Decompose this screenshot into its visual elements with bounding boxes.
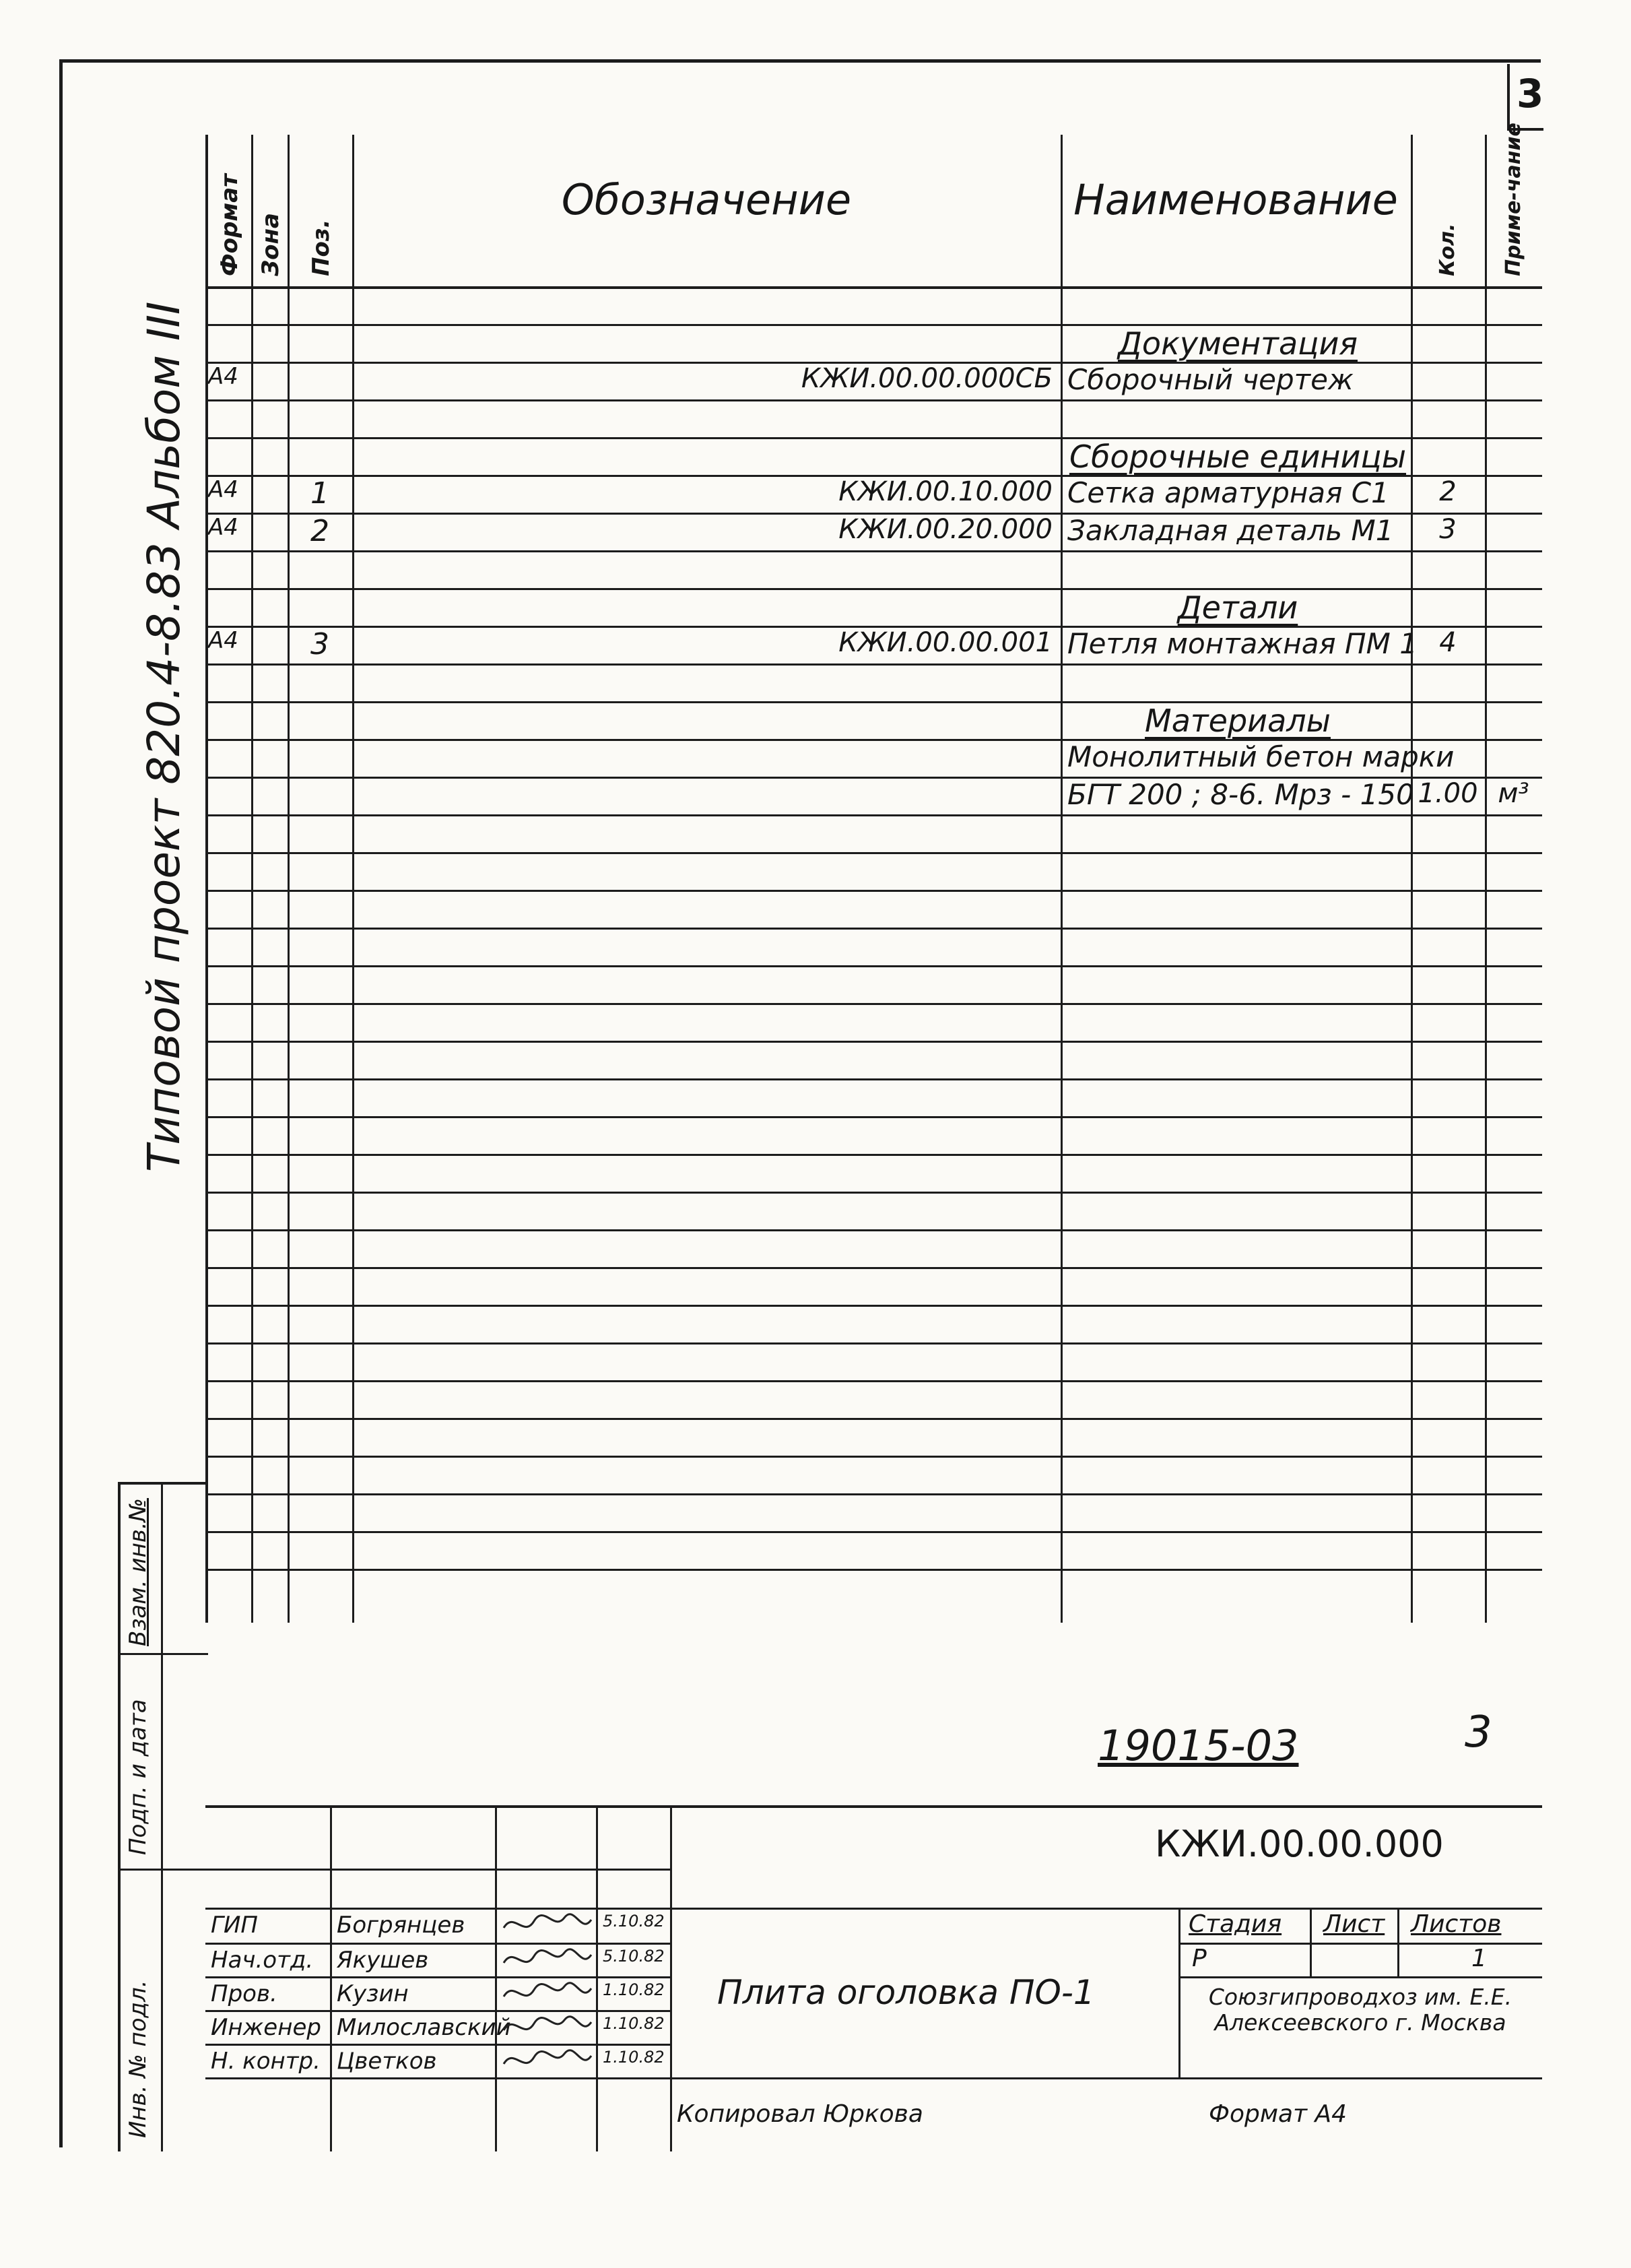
signature-date: 5.10.82 <box>603 1947 665 1966</box>
signature-name: Милославский <box>337 2014 511 2041</box>
table-row <box>205 777 1542 814</box>
table-row <box>205 437 1542 475</box>
margin-podp: Подп. и дата <box>125 1699 152 1855</box>
signature-scribble-icon <box>500 2044 595 2076</box>
document-title: Плита оголовка ПО-1 <box>717 1973 1095 2012</box>
signature-scribble-icon <box>500 2010 595 2042</box>
signature-date: 1.10.82 <box>603 1980 665 1999</box>
cell-qty: 1.00 <box>1418 778 1478 809</box>
cell-format: А4 <box>208 627 238 654</box>
cell-pos: 3 <box>310 627 329 661</box>
table-row <box>205 626 1542 663</box>
sheets-label: Листов <box>1411 1910 1502 1938</box>
table-row <box>205 324 1542 362</box>
margin-vzam: Взам. инв.№ <box>125 1497 152 1646</box>
table-row <box>205 362 1542 399</box>
project-side-note: Типовой проект 820.4-8.83 Альбом III <box>138 301 190 1172</box>
column-header-name: Наименование <box>1073 175 1398 224</box>
cell-name: Материалы <box>1145 703 1331 739</box>
table-row <box>205 588 1542 626</box>
cell-qty: 3 <box>1439 514 1457 545</box>
column-header-note: Приме-чание <box>1501 123 1525 276</box>
column-header-format: Формат <box>216 174 243 276</box>
sheets-value: 1 <box>1471 1945 1487 1972</box>
signature-scribble-icon <box>500 1908 595 1940</box>
signature-date: 1.10.82 <box>603 2014 665 2033</box>
signature-role: Н. контр. <box>211 2048 321 2075</box>
cell-designation: КЖИ.00.10.000 <box>838 476 1053 507</box>
organization: Союзгипроводхоз им. Е.Е. Алексеевского г. Москва <box>1208 1984 1512 2036</box>
signature-row <box>205 1976 670 2010</box>
table-row <box>205 513 1542 550</box>
signature-name: Цветков <box>337 2048 437 2075</box>
signature-scribble-icon <box>500 1976 595 2009</box>
handwritten-number: 19015-03 <box>1098 1721 1299 1770</box>
left-margin-block <box>118 1482 208 2151</box>
signature-row <box>205 2044 670 2077</box>
signature-row <box>205 2010 670 2044</box>
cell-format: А4 <box>208 476 238 503</box>
signature-name: Богрянцев <box>337 1912 465 1939</box>
signature-name: Кузин <box>337 1980 409 2007</box>
column-header-pos: Поз. <box>308 219 335 276</box>
cell-designation: КЖИ.00.20.000 <box>838 514 1053 545</box>
cell-name: Монолитный бетон марки <box>1067 740 1455 773</box>
cell-name: Детали <box>1177 589 1298 626</box>
signature-date: 5.10.82 <box>603 1912 665 1931</box>
people-table <box>205 1908 670 2077</box>
column-header-designation: Обозначение <box>561 175 852 224</box>
signature-role: Пров. <box>211 1980 277 2007</box>
cell-name: Сборочный чертеж <box>1067 363 1354 396</box>
cell-name: БГТ 200 ; 8-6. Мрз - 150 <box>1067 778 1414 811</box>
cell-qty: 4 <box>1439 627 1457 658</box>
cell-qty: 2 <box>1439 476 1457 507</box>
document-code: КЖИ.00.00.000 <box>1155 1823 1444 1865</box>
handwritten-mark: 3 <box>1465 1708 1492 1757</box>
cell-format: А4 <box>208 363 238 390</box>
cell-format: А4 <box>208 514 238 541</box>
stage-value: Р <box>1192 1945 1207 1972</box>
cell-designation: КЖИ.00.00.000СБ <box>801 363 1053 394</box>
stage-label: Стадия <box>1189 1910 1282 1938</box>
cell-designation: КЖИ.00.00.001 <box>838 627 1053 658</box>
specification-table <box>205 123 1542 1623</box>
table-row <box>205 475 1542 513</box>
signature-role: Нач.отд. <box>211 1947 314 1974</box>
signature-name: Якушев <box>337 1947 429 1974</box>
column-header-zone: Зона <box>257 213 284 276</box>
table-row <box>205 739 1542 777</box>
cell-name: Документация <box>1117 325 1358 362</box>
cell-name: Петля монтажная ПМ 1 <box>1067 627 1418 660</box>
title-block <box>205 1805 1542 2151</box>
sheet-label: Лист <box>1323 1910 1385 1938</box>
paper-format: Формат А4 <box>1209 2100 1347 2128</box>
cell-name: Закладная деталь М1 <box>1067 514 1394 547</box>
sheet-number-box <box>1507 64 1543 131</box>
signature-role: ГИП <box>211 1912 258 1939</box>
cell-pos: 2 <box>310 514 329 548</box>
cell-note: м³ <box>1498 778 1529 809</box>
copied-by: Копировал Юркова <box>677 2100 923 2128</box>
signature-role: Инженер <box>211 2014 321 2041</box>
signature-scribble-icon <box>500 1943 595 1975</box>
cell-name: Сборочные единицы <box>1069 439 1407 475</box>
signature-row <box>205 1908 670 1941</box>
sheet-number: 3 <box>1517 71 1544 117</box>
cell-name: Сетка арматурная С1 <box>1067 476 1389 509</box>
signature-row <box>205 1943 670 1976</box>
table-row <box>205 701 1542 739</box>
signature-date: 1.10.82 <box>603 2048 665 2067</box>
column-header-qty: Кол. <box>1436 223 1459 276</box>
cell-pos: 1 <box>310 476 329 511</box>
margin-inv: Инв. № подл. <box>125 1980 152 2138</box>
